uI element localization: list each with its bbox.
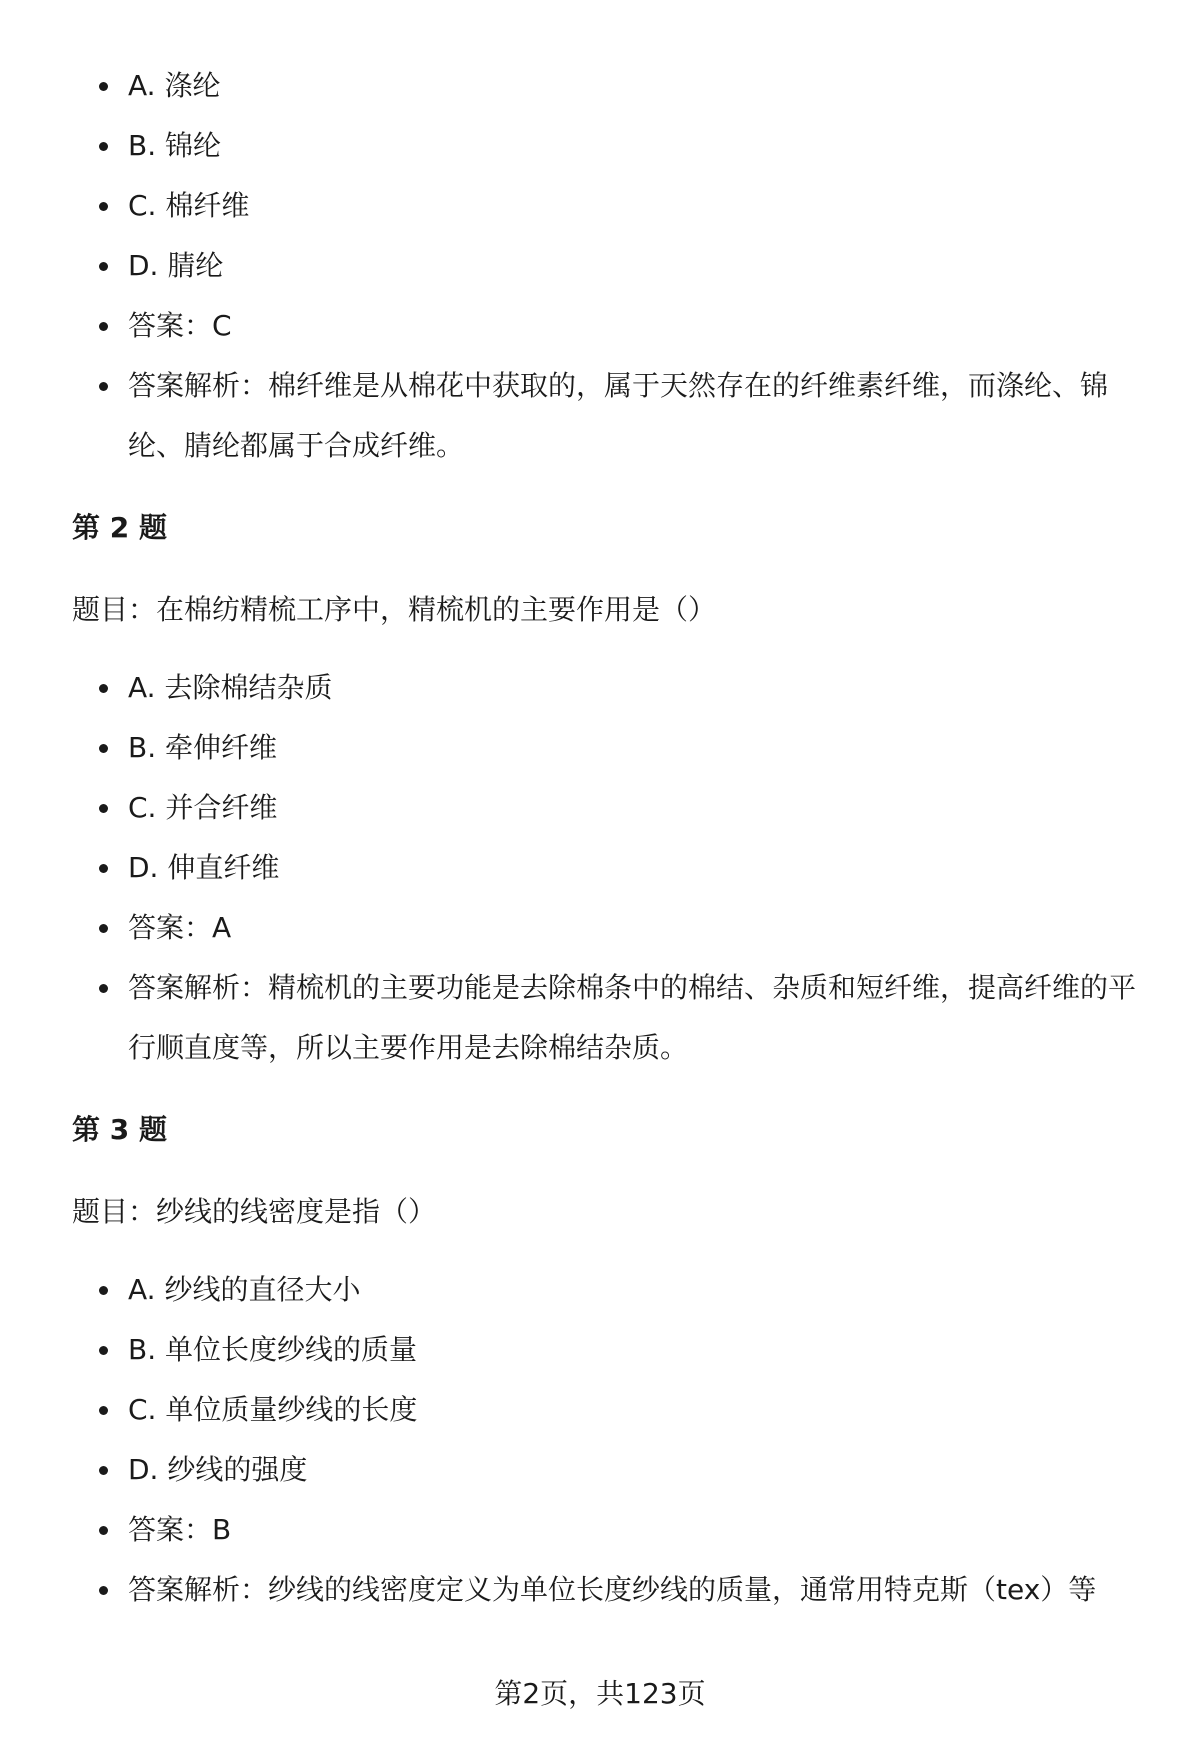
option-b: B. 锦纶 xyxy=(128,116,1152,176)
answer: 答案：A xyxy=(128,898,1152,958)
answer-analysis: 答案解析：棉纤维是从棉花中获取的，属于天然存在的纤维素纤维，而涤纶、锦纶、腈纶都属于合成纤维。 xyxy=(128,356,1152,476)
answer-analysis: 答案解析：纱线的线密度定义为单位长度纱线的质量，通常用特克斯（tex）等 xyxy=(128,1560,1152,1620)
option-c: C. 并合纤维 xyxy=(128,778,1152,838)
option-c: C. 单位质量纱线的长度 xyxy=(128,1380,1152,1440)
option-b: B. 单位长度纱线的质量 xyxy=(128,1320,1152,1380)
document-page xyxy=(72,56,1152,1620)
option-d: D. 腈纶 xyxy=(128,236,1152,296)
question-2-options xyxy=(72,658,1152,1078)
option-b: B. 牵伸纤维 xyxy=(128,718,1152,778)
option-a: A. 涤纶 xyxy=(128,56,1152,116)
option-a: A. 纱线的直径大小 xyxy=(128,1260,1152,1320)
answer: 答案：B xyxy=(128,1500,1152,1560)
answer-analysis: 答案解析：精梳机的主要功能是去除棉条中的棉结、杂质和短纤维，提高纤维的平行顺直度等，所以主要作用是去除棉结杂质。 xyxy=(128,958,1152,1078)
option-d: D. 伸直纤维 xyxy=(128,838,1152,898)
page-footer: 第2页，共123页 xyxy=(494,1677,706,1710)
option-d: D. 纱线的强度 xyxy=(128,1440,1152,1500)
question-1-options xyxy=(72,56,1152,476)
question-2-heading: 第 2 题 xyxy=(72,511,167,544)
option-c: C. 棉纤维 xyxy=(128,176,1152,236)
answer: 答案：C xyxy=(128,296,1152,356)
question-3-options xyxy=(72,1260,1152,1620)
question-3-heading: 第 3 题 xyxy=(72,1113,167,1146)
question-3-text: 题目：纱线的线密度是指（） xyxy=(72,1195,437,1228)
question-2-text: 题目：在棉纺精梳工序中，精梳机的主要作用是（） xyxy=(72,593,717,626)
option-a: A. 去除棉结杂质 xyxy=(128,658,1152,718)
